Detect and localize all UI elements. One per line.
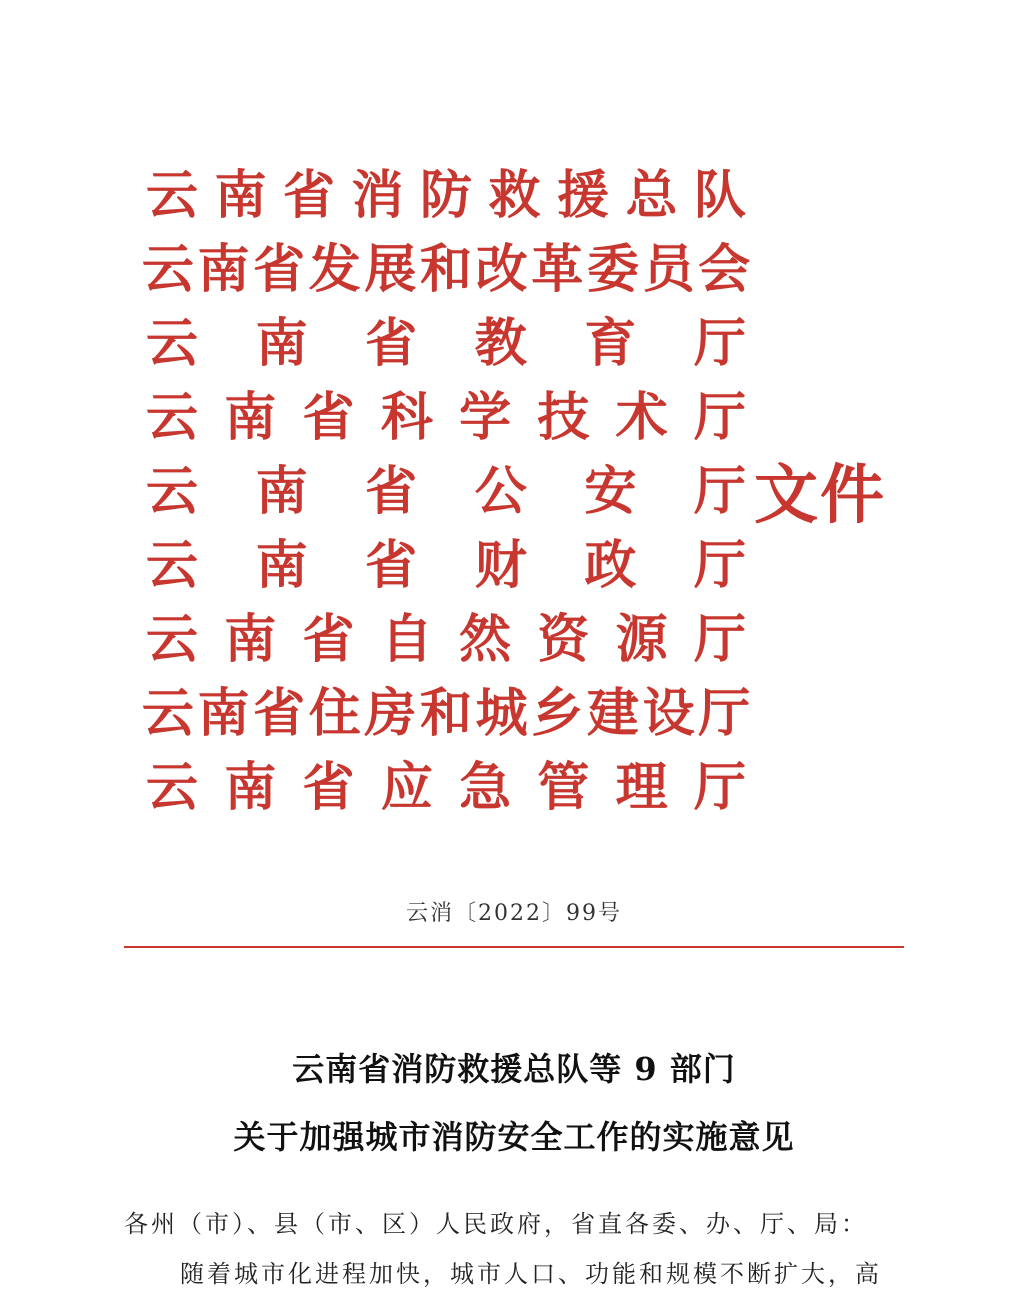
body-paragraph: 随着城市化进程加快，城市人口、功能和规模不断扩大，高 [180, 1260, 882, 1288]
issuer-line [140, 384, 752, 452]
issuer-character: 房 [364, 683, 417, 744]
issuer-character: 源 [615, 609, 668, 670]
issuer-character: 援 [556, 165, 609, 226]
issuer-character: 救 [488, 165, 541, 226]
issuer-character: 设 [642, 683, 695, 744]
issuer-character: 厅 [693, 387, 746, 448]
issuer-character: 厅 [693, 461, 746, 522]
document-number: 云消〔2022〕99号 [406, 901, 622, 926]
issuer-character: 南 [224, 757, 277, 818]
issuer-character: 南 [255, 313, 308, 374]
issuer-character: 云 [145, 165, 198, 226]
issuer-line [140, 754, 752, 822]
issuer-character: 自 [380, 609, 433, 670]
issuer-line [140, 680, 752, 748]
issuer-character: 省 [302, 757, 355, 818]
issuer-character: 南 [197, 683, 250, 744]
issuer-character: 建 [586, 683, 639, 744]
salutation: 各州（市）、县（市、区）人民政府，省直各委、办、厅、局： [124, 1210, 868, 1238]
issuer-character: 和 [420, 683, 473, 744]
issuer-character: 云 [141, 683, 194, 744]
issuer-character: 省 [365, 461, 418, 522]
issuer-character: 消 [351, 165, 404, 226]
issuer-character: 省 [253, 683, 306, 744]
issuer-character: 防 [419, 165, 472, 226]
issuer-character: 省 [365, 535, 418, 596]
issuer-character: 总 [625, 165, 678, 226]
issuer-character: 云 [141, 239, 194, 300]
issuing-authorities-header [140, 150, 940, 830]
issuer-character: 南 [214, 165, 267, 226]
issuer-character: 科 [380, 387, 433, 448]
issuer-character: 安 [584, 461, 637, 522]
issuer-character: 委 [586, 239, 639, 300]
issuer-character: 育 [584, 313, 637, 374]
issuer-character: 省 [253, 239, 306, 300]
issuer-line [140, 606, 752, 674]
issuer-character: 厅 [693, 535, 746, 596]
issuer-character: 南 [224, 387, 277, 448]
issuer-character: 云 [145, 535, 198, 596]
issuer-character: 厅 [693, 757, 746, 818]
issuer-character: 术 [615, 387, 668, 448]
issuer-character: 云 [145, 757, 198, 818]
issuer-line [140, 532, 752, 600]
issuer-character: 厅 [693, 609, 746, 670]
issuer-character: 技 [537, 387, 590, 448]
issuer-character: 和 [420, 239, 473, 300]
document-type-label: 文件 [754, 458, 886, 533]
issuer-character: 发 [308, 239, 361, 300]
issuer-character: 应 [380, 757, 433, 818]
issuer-line [140, 310, 752, 378]
issuer-character: 云 [145, 313, 198, 374]
issuer-character: 南 [255, 535, 308, 596]
issuer-character: 然 [459, 609, 512, 670]
issuer-character: 会 [698, 239, 751, 300]
issuer-character: 厅 [693, 313, 746, 374]
document-title-line-1: 云南省消防救援总队等 9 部门 [292, 1050, 736, 1088]
issuer-character: 云 [145, 387, 198, 448]
issuer-character: 南 [197, 239, 250, 300]
issuer-line [140, 162, 752, 230]
issuer-character: 政 [584, 535, 637, 596]
issuer-character: 队 [693, 165, 746, 226]
issuer-character: 省 [365, 313, 418, 374]
issuer-character: 教 [474, 313, 527, 374]
issuer-character: 省 [302, 609, 355, 670]
issuer-character: 公 [474, 461, 527, 522]
issuer-line [140, 236, 752, 304]
issuer-character: 省 [282, 165, 335, 226]
issuer-character: 管 [537, 757, 590, 818]
document-title-line-2: 关于加强城市消防安全工作的实施意见 [233, 1118, 795, 1156]
issuer-character: 乡 [531, 683, 584, 744]
issuer-character: 理 [615, 757, 668, 818]
issuer-character: 员 [642, 239, 695, 300]
issuer-character: 云 [145, 461, 198, 522]
issuer-character: 资 [537, 609, 590, 670]
issuer-character: 学 [459, 387, 512, 448]
issuer-character: 住 [308, 683, 361, 744]
issuer-character: 展 [364, 239, 417, 300]
issuer-character: 改 [475, 239, 528, 300]
issuer-character: 省 [302, 387, 355, 448]
issuer-character: 革 [531, 239, 584, 300]
issuer-character: 厅 [698, 683, 751, 744]
issuer-character: 云 [145, 609, 198, 670]
red-divider-line [124, 946, 904, 948]
issuer-character: 急 [459, 757, 512, 818]
issuer-line [140, 458, 752, 526]
issuer-character: 南 [224, 609, 277, 670]
issuer-character: 城 [475, 683, 528, 744]
issuer-character: 财 [474, 535, 527, 596]
issuer-character: 南 [255, 461, 308, 522]
